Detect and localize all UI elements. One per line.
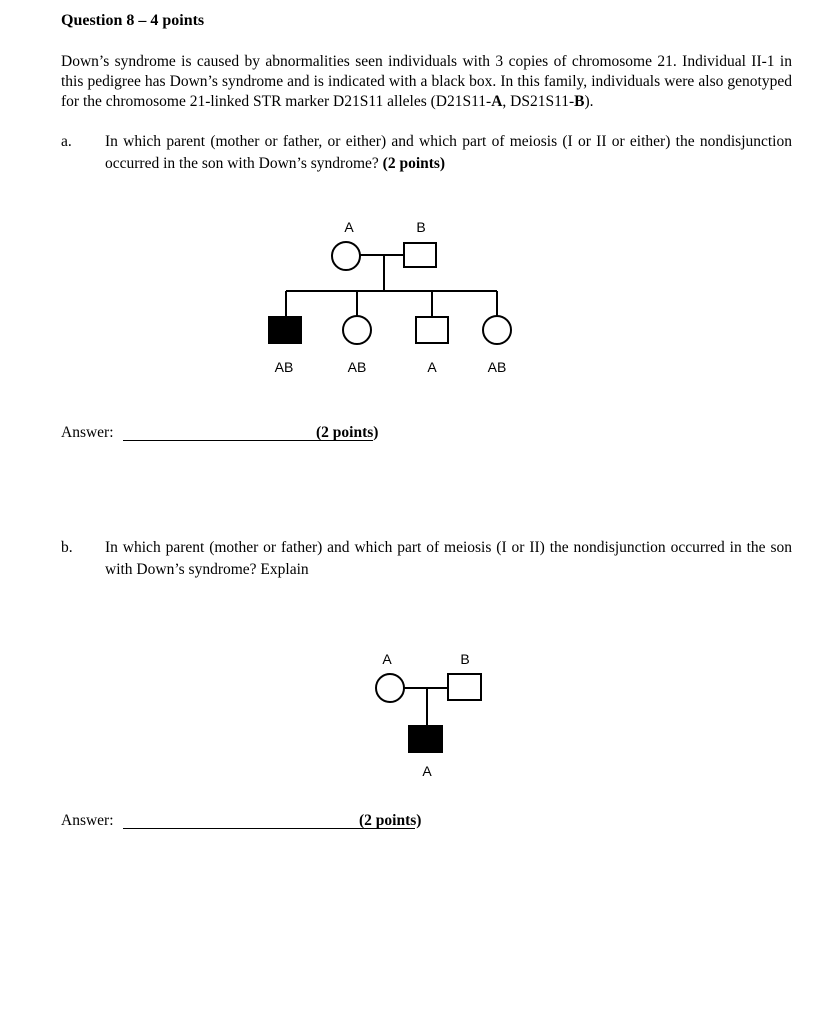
part-a-answer-points: (2 points) bbox=[316, 424, 379, 441]
intro-text-part2: , DS21S11- bbox=[502, 93, 575, 110]
pedigree-a-father bbox=[404, 243, 436, 267]
pedigree-b-affected-son bbox=[409, 726, 442, 752]
pedigree-b-mother-allele: A bbox=[382, 651, 392, 667]
pedigree-a bbox=[269, 219, 511, 375]
part-a-text: In which parent (mother or father, or either) and which part of meiosis (I or II or either) the nondisjunction occurred in the son with Down’s syndrome? bbox=[105, 133, 792, 172]
pedigree-a-daughter-1 bbox=[343, 316, 371, 344]
pedigree-b-mother bbox=[376, 674, 404, 702]
part-b-answer-label: Answer: bbox=[61, 812, 114, 829]
pedigree-b-father-allele: B bbox=[460, 651, 470, 667]
pedigree-a-mother bbox=[332, 242, 360, 270]
intro-text-part3: ). bbox=[584, 93, 594, 110]
part-a-answer-label: Answer: bbox=[61, 424, 114, 441]
pedigree-a-father-allele: B bbox=[416, 219, 426, 235]
pedigree-a-child-4-genotype: AB bbox=[487, 359, 507, 375]
pedigree-a-child-3-genotype: A bbox=[427, 359, 437, 375]
pedigree-a-affected-son bbox=[269, 317, 301, 343]
intro-text-part1: Down’s syndrome is caused by abnormalities seen individuals with 3 copies of chromosome 21. Individual II-1 in this pedigree has Down’s syndrome and is indicated with a black box. In this family, individuals were also genotyped for the chromosome 21-linked STR marker D21S11 alleles (D21S11- bbox=[61, 53, 792, 110]
part-a-points: (2 points) bbox=[382, 155, 446, 172]
pedigree-a-child-1-genotype: AB bbox=[274, 359, 294, 375]
pedigree-a-daughter-2 bbox=[483, 316, 511, 344]
pedigree-a-mother-allele: A bbox=[344, 219, 354, 235]
pedigree-a-child-2-genotype: AB bbox=[347, 359, 367, 375]
pedigree-b-child-genotype: A bbox=[422, 763, 432, 779]
pedigree-b-father bbox=[448, 674, 481, 700]
part-b-answer bbox=[61, 812, 511, 836]
part-a-answer bbox=[61, 424, 461, 448]
pedigree-a-son-2 bbox=[416, 317, 448, 343]
part-b-text: In which parent (mother or father) and which part of meiosis (I or II) the nondisjunction occurred in the son with Down’s syndrome? Explain bbox=[105, 539, 792, 578]
part-b-question bbox=[61, 537, 792, 587]
intro-allele-a: A bbox=[491, 93, 503, 110]
intro-allele-b: B bbox=[574, 93, 585, 110]
part-a-label: a. bbox=[61, 133, 72, 150]
part-b-answer-points: (2 points) bbox=[359, 812, 422, 829]
question-title: Question 8 – 4 points bbox=[61, 12, 205, 29]
part-b-label: b. bbox=[61, 539, 73, 556]
pedigree-b bbox=[376, 651, 481, 779]
